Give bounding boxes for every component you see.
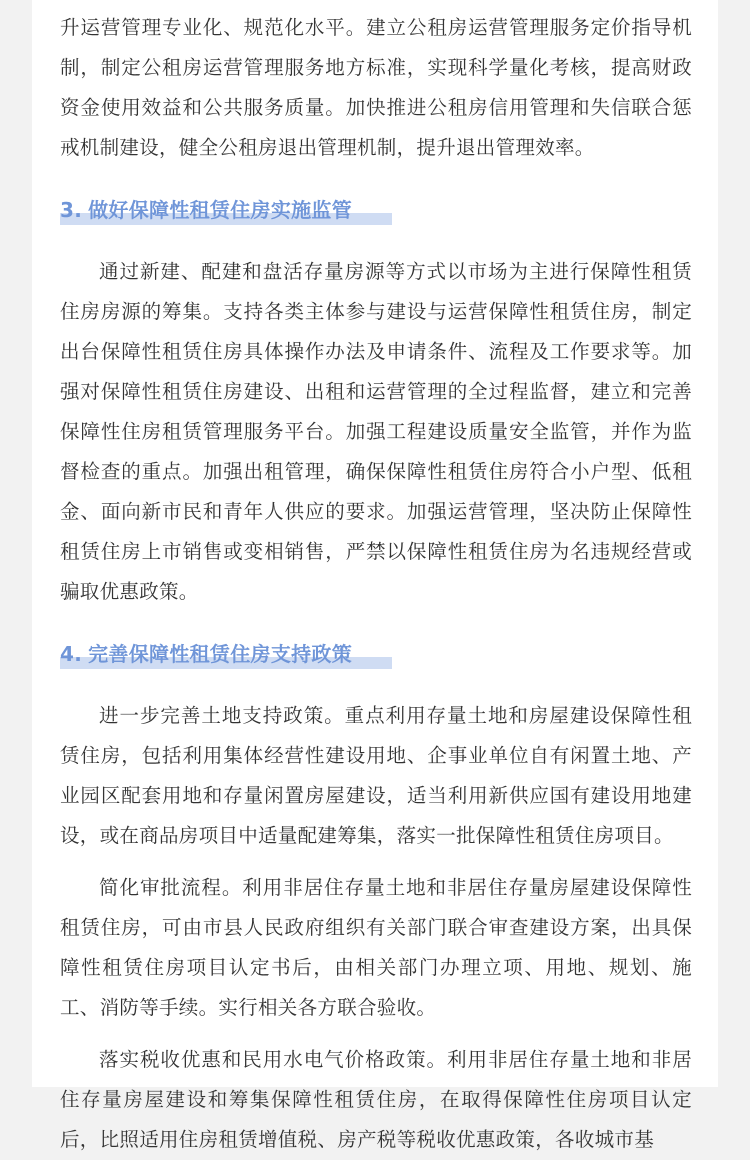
document-page bbox=[32, 0, 718, 1151]
section-4-paragraph-approval: 简化审批流程。利用非居住存量土地和非居住存量房屋建设保障性租赁住房，可由市县人民政府组织有关部门联合审查建设方案，出具保障性租赁住房项目认定书后，由相关部门办理立项、用地、规划、施工、消防等手续。实行相关各方联合验收。 bbox=[60, 876, 692, 1019]
section-3-paragraph: 通过新建、配建和盘活存量房源等方式以市场为主进行保障性租赁住房房源的筹集。支持各类主体参与建设与运营保障性租赁住房，制定出台保障性租赁住房具体操作办法及申请条件、流程及工作要求等。加强对保障性租赁住房建设、出租和运营管理的全过程监督，建立和完善保障性住房租赁管理服务平台。加强工程建设质量安全监管，并作为监督检查的重点。加强出租管理，确保保障性租赁住房符合小户型、低租金、面向新市民和青年人供应的要求。加强运营管理，坚决防止保障性租赁住房上市销售或变相销售，严禁以保障性租赁住房为名违规经营或骗取优惠政策。 bbox=[60, 260, 692, 603]
paragraph-continued: 升运营管理专业化、规范化水平。建立公租房运营管理服务定价指导机制，制定公租房运营管理服务地方标准，实现科学量化考核，提高财政资金使用效益和公共服务质量。加快推进公租房信用管理和失信联合惩戒机制建设，健全公租房退出管理机制，提升退出管理效率。 bbox=[60, 16, 692, 159]
section-4-paragraph-land: 进一步完善土地支持政策。重点利用存量土地和房屋建设保障性租赁住房，包括利用集体经营性建设用地、企事业单位自有闲置土地、产业园区配套用地和存量闲置房屋建设，适当利用新供应国有建设用地建设，或在商品房项目中适量配建筹集，落实一批保障性租赁住房项目。 bbox=[60, 704, 692, 847]
section-3-title-text: 做好保障性租赁住房实施监管 bbox=[88, 198, 353, 222]
section-4-paragraph-tax: 落实税收优惠和民用水电气价格政策。利用非居住存量土地和非居住存量房屋建设和筹集保障性租赁住房，在取得保障性住房项目认定后，比照适用住房租赁增值税、房产税等税收优惠政策，各收城市基 bbox=[60, 1048, 692, 1151]
section-3-heading bbox=[60, 190, 692, 230]
section-3-title bbox=[60, 190, 352, 230]
section-3-number: 3. bbox=[60, 198, 83, 222]
section-4-title-text: 完善保障性租赁住房支持政策 bbox=[88, 642, 353, 666]
section-4-number: 4. bbox=[60, 642, 83, 666]
section-4-heading bbox=[60, 634, 692, 674]
article-body bbox=[60, 8, 692, 1160]
section-4-title bbox=[60, 634, 352, 674]
